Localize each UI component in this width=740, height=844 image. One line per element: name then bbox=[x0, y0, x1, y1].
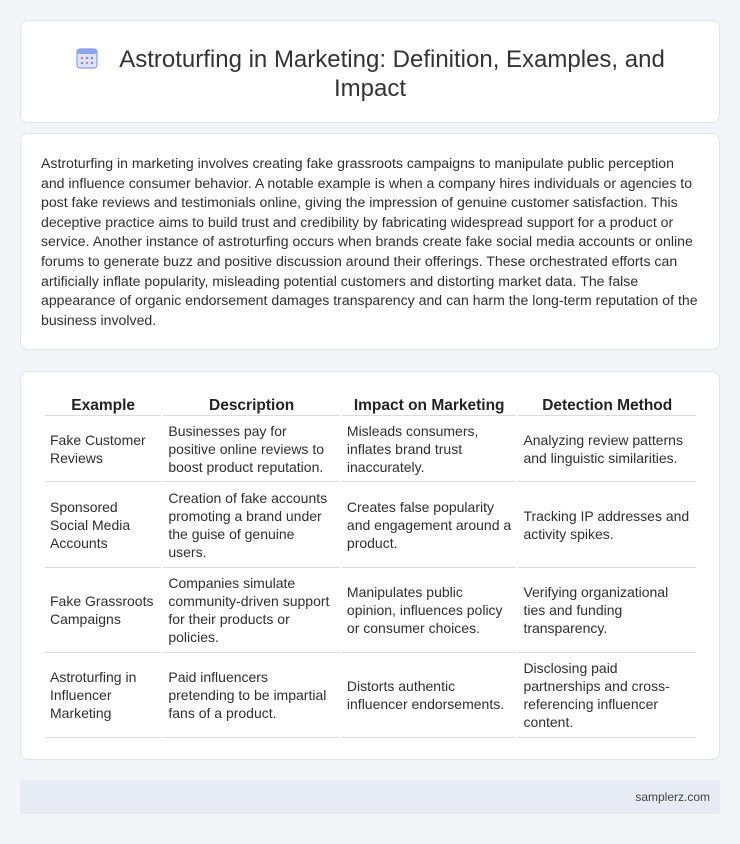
table-cell: Astroturfing in Influencer Marketing bbox=[45, 653, 161, 738]
column-header-example: Example bbox=[45, 392, 161, 416]
table-cell: Fake Customer Reviews bbox=[45, 416, 161, 482]
examples-table bbox=[43, 392, 698, 738]
footer-bar bbox=[20, 780, 720, 814]
table-cell: Verifying organizational ties and funding transparency. bbox=[518, 568, 696, 653]
table-cell: Creates false popularity and engagement around a product. bbox=[342, 482, 517, 568]
column-header-detection: Detection Method bbox=[518, 392, 696, 416]
table-cell: Fake Grassroots Campaigns bbox=[45, 568, 161, 653]
table-row bbox=[45, 653, 696, 738]
table-cell: Distorts authentic influencer endorsements. bbox=[342, 653, 517, 738]
table-cell: Companies simulate community-driven support for their products or policies. bbox=[163, 568, 340, 653]
table-cell: Manipulates public opinion, influences policy or consumer choices. bbox=[342, 568, 517, 653]
column-header-impact: Impact on Marketing bbox=[342, 392, 517, 416]
table-row bbox=[45, 416, 696, 482]
intro-paragraph: Astroturfing in marketing involves creating fake grassroots campaigns to manipulate public perception and influence consumer behavior. A notable example is when a company hires individuals or agencies to post fake reviews and testimonials online, giving the impression of genuine customer satisfaction. This deceptive practice aims to build trust and credibility by fabricating widespread support for a product or service. Another instance of astroturfing occurs when brands create fake social media accounts or online forums to generate buzz and positive discussion around their offerings. These orchestrated efforts can artificially inflate popularity, misleading potential customers and distorting market data. The false appearance of organic endorsement damages transparency and can harm the long-term reputation of the business involved. bbox=[41, 155, 698, 328]
table-cell: Tracking IP addresses and activity spikes. bbox=[518, 482, 696, 568]
table-row bbox=[45, 482, 696, 568]
table-card bbox=[20, 371, 720, 760]
table-cell: Sponsored Social Media Accounts bbox=[45, 482, 161, 568]
table-header-row bbox=[45, 392, 696, 416]
table-row bbox=[45, 568, 696, 653]
table-cell: Misleads consumers, inflates brand trust inaccurately. bbox=[342, 416, 517, 482]
column-header-description: Description bbox=[163, 392, 340, 416]
page-title-text: Astroturfing in Marketing: Definition, Examples, and Impact bbox=[119, 46, 665, 102]
footer-site-link[interactable]: samplerz.com bbox=[635, 790, 710, 804]
table-cell: Disclosing paid partnerships and cross-referencing influencer content. bbox=[518, 653, 696, 738]
table-cell: Paid influencers pretending to be impartial fans of a product. bbox=[163, 653, 340, 738]
intro-card bbox=[20, 133, 720, 350]
table-cell: Businesses pay for positive online reviews to boost product reputation. bbox=[163, 416, 340, 482]
calendar-grid-icon bbox=[75, 46, 99, 70]
table-cell: Analyzing review patterns and linguistic similarities. bbox=[518, 416, 696, 482]
table-cell: Creation of fake accounts promoting a brand under the guise of genuine users. bbox=[163, 482, 340, 568]
page-title bbox=[21, 45, 719, 103]
title-card bbox=[20, 20, 720, 123]
